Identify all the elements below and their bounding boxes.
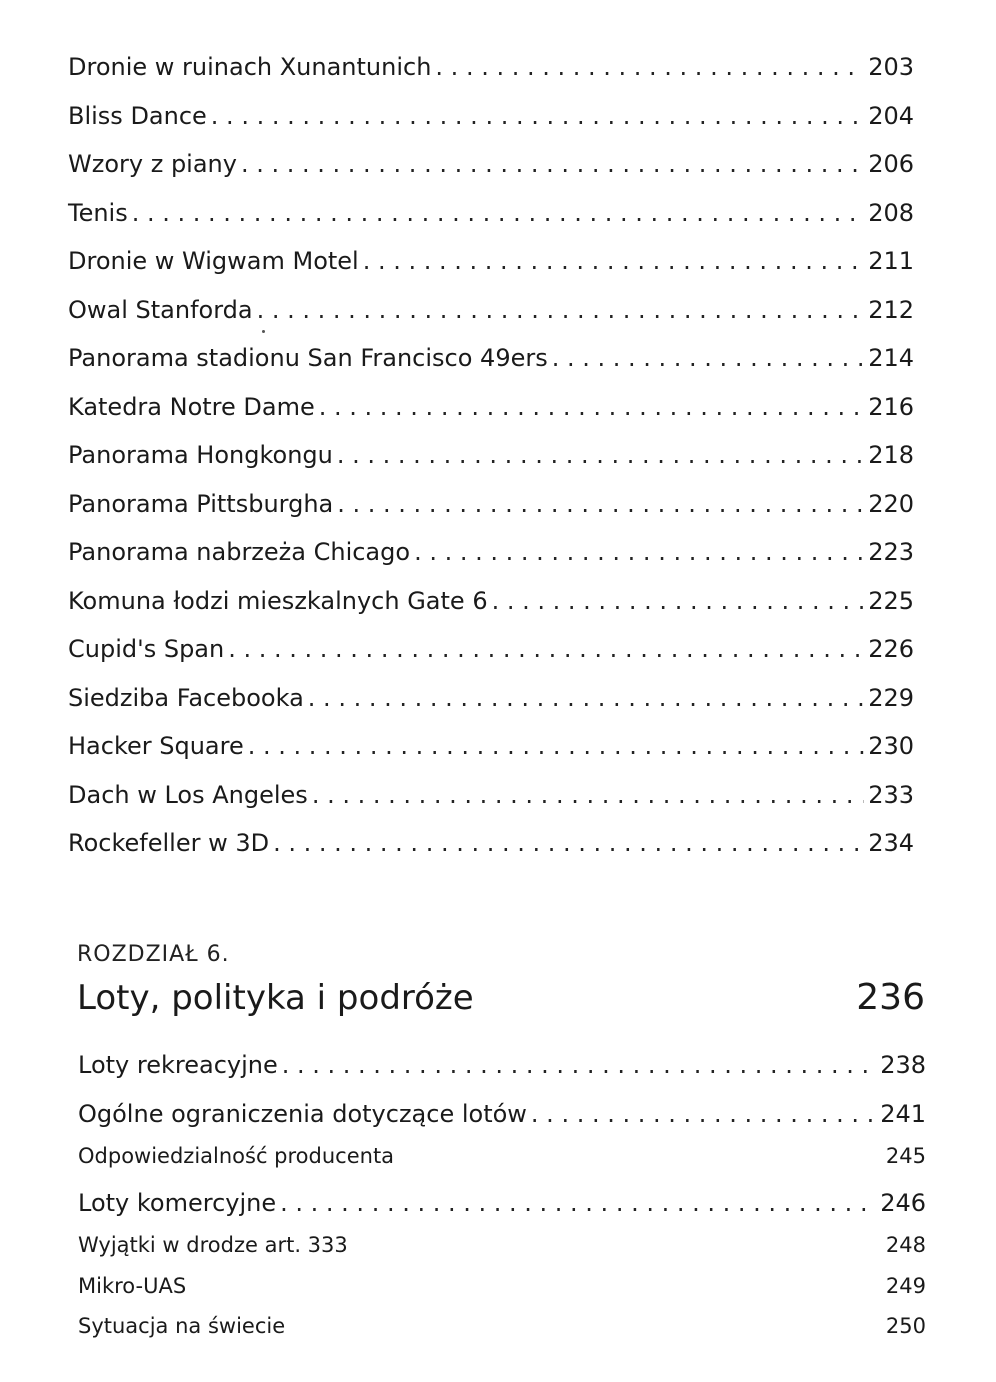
dot-leader bbox=[492, 586, 865, 616]
entry-page: 246 bbox=[880, 1189, 926, 1217]
entry-title: Panorama Pittsburgha bbox=[68, 490, 334, 518]
entry-page: 220 bbox=[868, 490, 914, 518]
entry-title: Tenis bbox=[68, 199, 128, 227]
subentry-page: 250 bbox=[885, 1314, 926, 1338]
toc-entry[interactable] bbox=[68, 149, 914, 179]
scan-speck bbox=[262, 330, 265, 333]
entry-page: 226 bbox=[868, 635, 914, 663]
entry-page: 223 bbox=[868, 538, 914, 566]
entry-title: Panorama stadionu San Francisco 49ers bbox=[68, 344, 548, 372]
dot-leader bbox=[337, 489, 864, 519]
dot-leader bbox=[435, 52, 864, 82]
entry-page: 238 bbox=[880, 1051, 926, 1079]
entry-title: Hacker Square bbox=[68, 732, 244, 760]
entry-title: Cupid's Span bbox=[68, 635, 225, 663]
dot-leader bbox=[337, 440, 864, 470]
entry-title: Bliss Dance bbox=[68, 102, 207, 130]
toc-entry[interactable] bbox=[68, 731, 914, 761]
toc-entry[interactable] bbox=[68, 586, 914, 616]
toc-entry[interactable] bbox=[68, 343, 914, 373]
toc-entry[interactable] bbox=[78, 1099, 926, 1129]
toc-entry[interactable] bbox=[68, 198, 914, 228]
entry-page: 241 bbox=[880, 1100, 926, 1128]
subentry-title: Mikro-UAS bbox=[78, 1274, 187, 1298]
entry-page: 229 bbox=[868, 684, 914, 712]
entry-page: 211 bbox=[868, 247, 914, 275]
subentry-title: Sytuacja na świecie bbox=[78, 1314, 286, 1338]
dot-leader bbox=[132, 198, 864, 228]
dot-leader bbox=[257, 295, 865, 325]
chapter-title: Loty, polityka i podróże bbox=[77, 978, 474, 1018]
toc-subentry[interactable] bbox=[78, 1231, 926, 1259]
dot-leader bbox=[414, 537, 864, 567]
subentry-title: Wyjątki w drodze art. 333 bbox=[78, 1233, 348, 1257]
dot-leader bbox=[363, 246, 864, 276]
entry-page: 230 bbox=[868, 732, 914, 760]
toc-entry[interactable] bbox=[68, 683, 914, 713]
subentry-page: 245 bbox=[885, 1144, 926, 1168]
entry-page: 216 bbox=[868, 393, 914, 421]
entry-title: Rockefeller w 3D bbox=[68, 829, 270, 857]
dot-leader bbox=[531, 1099, 876, 1129]
entry-title: Loty rekreacyjne bbox=[78, 1051, 278, 1079]
subentry-title: Odpowiedzialność producenta bbox=[78, 1144, 395, 1168]
entry-page: 208 bbox=[868, 199, 914, 227]
dot-leader bbox=[308, 683, 864, 713]
entry-page: 206 bbox=[868, 150, 914, 178]
toc-entry[interactable] bbox=[78, 1188, 926, 1218]
entry-title: Loty komercyjne bbox=[78, 1189, 277, 1217]
entry-title: Panorama nabrzeża Chicago bbox=[68, 538, 411, 566]
entry-page: 218 bbox=[868, 441, 914, 469]
toc-subentry[interactable] bbox=[78, 1312, 926, 1340]
toc-entry[interactable] bbox=[68, 780, 914, 810]
toc-entry[interactable] bbox=[68, 246, 914, 276]
toc-entry[interactable] bbox=[68, 440, 914, 470]
entry-page: 203 bbox=[868, 53, 914, 81]
entry-title: Katedra Notre Dame bbox=[68, 393, 315, 421]
subentry-page: 248 bbox=[885, 1233, 926, 1257]
dot-leader bbox=[319, 392, 864, 422]
dot-leader bbox=[552, 343, 864, 373]
entry-title: Komuna łodzi mieszkalnych Gate 6 bbox=[68, 587, 488, 615]
toc-entry[interactable] bbox=[68, 52, 914, 82]
dot-leader bbox=[248, 731, 864, 761]
chapter-label: ROZDZIAŁ 6. bbox=[77, 942, 230, 967]
entry-title: Siedziba Facebooka bbox=[68, 684, 304, 712]
toc-entry[interactable] bbox=[68, 537, 914, 567]
dot-leader bbox=[241, 149, 864, 179]
dot-leader bbox=[228, 634, 864, 664]
entry-page: 234 bbox=[868, 829, 914, 857]
dot-leader bbox=[282, 1050, 876, 1080]
entry-page: 204 bbox=[868, 102, 914, 130]
entry-title: Dach w Los Angeles bbox=[68, 781, 308, 809]
dot-leader bbox=[312, 780, 864, 810]
toc-entry[interactable] bbox=[68, 634, 914, 664]
chapter-page: 236 bbox=[856, 977, 925, 1018]
toc-entry[interactable] bbox=[68, 295, 914, 325]
toc-subentry[interactable] bbox=[78, 1272, 926, 1300]
toc-subentry[interactable] bbox=[78, 1142, 926, 1170]
toc-entry[interactable] bbox=[68, 828, 914, 858]
entry-title: Dronie w ruinach Xunantunich bbox=[68, 53, 432, 81]
toc-entry[interactable] bbox=[68, 392, 914, 422]
entry-title: Panorama Hongkongu bbox=[68, 441, 333, 469]
entry-title: Wzory z piany bbox=[68, 150, 237, 178]
entry-title: Owal Stanforda bbox=[68, 296, 253, 324]
entry-page: 212 bbox=[868, 296, 914, 324]
entry-page: 225 bbox=[868, 587, 914, 615]
toc-entry[interactable] bbox=[78, 1050, 926, 1080]
dot-leader bbox=[273, 828, 864, 858]
entry-title: Ogólne ograniczenia dotyczące lotów bbox=[78, 1100, 527, 1128]
entry-page: 214 bbox=[868, 344, 914, 372]
toc-entry[interactable] bbox=[68, 101, 914, 131]
toc-entry[interactable] bbox=[68, 489, 914, 519]
entry-title: Dronie w Wigwam Motel bbox=[68, 247, 359, 275]
entry-page: 233 bbox=[868, 781, 914, 809]
dot-leader bbox=[280, 1188, 876, 1218]
dot-leader bbox=[211, 101, 864, 131]
chapter-heading[interactable] bbox=[77, 976, 925, 1020]
subentry-page: 249 bbox=[885, 1274, 926, 1298]
